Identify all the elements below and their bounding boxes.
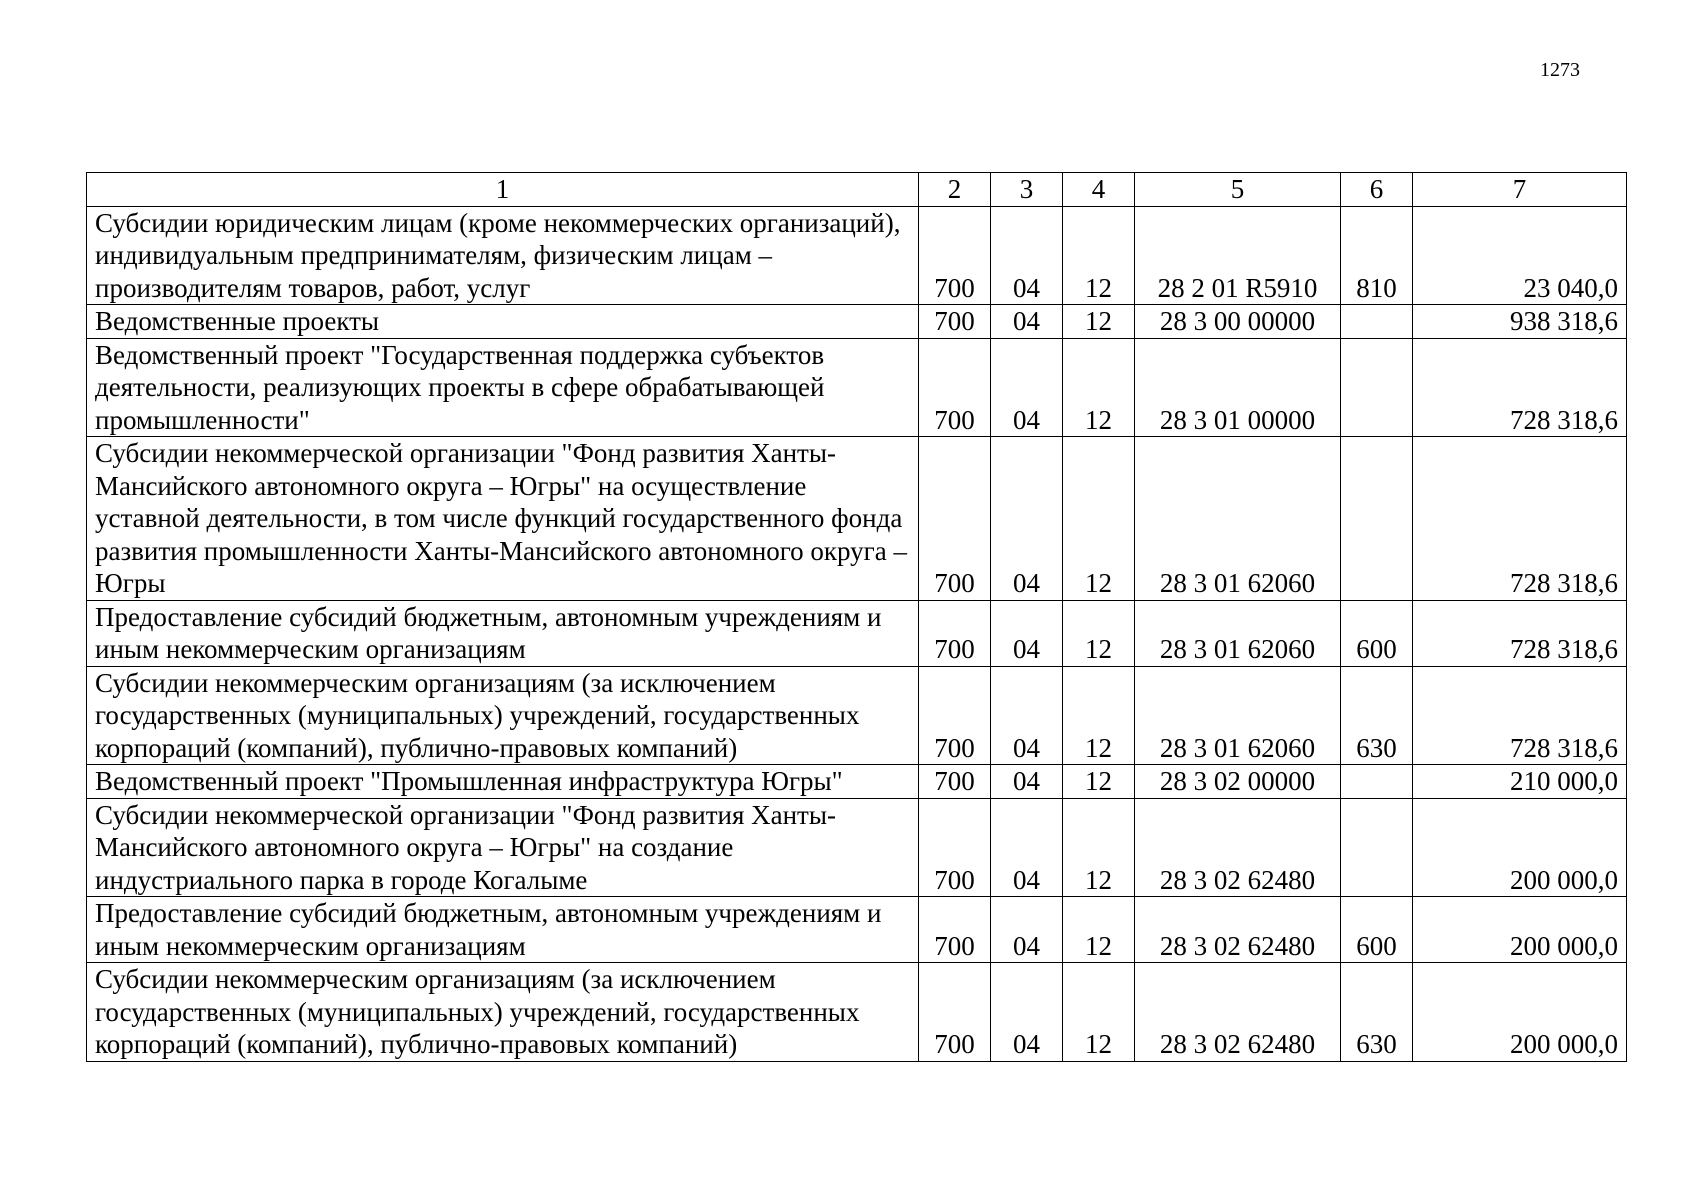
subsection-code: 12 (1063, 897, 1135, 963)
amount: 200 000,0 (1413, 897, 1627, 963)
amount: 728 318,6 (1413, 600, 1627, 666)
expense-type-code (1341, 765, 1413, 799)
column-header: 6 (1341, 173, 1413, 207)
amount: 200 000,0 (1413, 963, 1627, 1062)
subsection-code: 12 (1063, 206, 1135, 305)
table-row (87, 437, 1627, 601)
section-code: 04 (991, 666, 1063, 765)
amount: 728 318,6 (1413, 437, 1627, 601)
ministry-code: 700 (919, 765, 991, 799)
row-name: Субсидии некоммерческой организации "Фонд развития Ханты-Мансийского автономного округа – Югры" на осуществление уставной деятельности, в том числе функций государственного фонда развития промышленности Ханты-Мансийского автономного округа – Югры (87, 437, 919, 601)
row-name: Субсидии некоммерческой организации "Фонд развития Ханты-Мансийского автономного округа – Югры" на создание индустриального парка в городе Когалыме (87, 798, 919, 897)
row-name: Предоставление субсидий бюджетным, автономным учреждениям и иным некоммерческим организациям (87, 600, 919, 666)
column-header: 5 (1135, 173, 1341, 207)
target-article-code: 28 3 01 62060 (1135, 437, 1341, 601)
section-code: 04 (991, 765, 1063, 799)
section-code: 04 (991, 963, 1063, 1062)
section-code: 04 (991, 798, 1063, 897)
target-article-code: 28 3 01 00000 (1135, 338, 1341, 437)
ministry-code: 700 (919, 206, 991, 305)
table-row (87, 666, 1627, 765)
ministry-code: 700 (919, 305, 991, 339)
amount: 210 000,0 (1413, 765, 1627, 799)
table-row (87, 600, 1627, 666)
expense-type-code: 600 (1341, 897, 1413, 963)
table-row (87, 897, 1627, 963)
table-row (87, 963, 1627, 1062)
table-row (87, 338, 1627, 437)
amount: 728 318,6 (1413, 666, 1627, 765)
header-row (87, 173, 1627, 207)
expense-type-code (1341, 305, 1413, 339)
column-header: 4 (1063, 173, 1135, 207)
subsection-code: 12 (1063, 437, 1135, 601)
row-name: Субсидии некоммерческим организациям (за исключением государственных (муниципальных) учреждений, государственных корпораций (компаний), публично-правовых компаний) (87, 666, 919, 765)
expense-type-code: 600 (1341, 600, 1413, 666)
table-row (87, 798, 1627, 897)
expense-type-code (1341, 437, 1413, 601)
ministry-code: 700 (919, 437, 991, 601)
amount: 200 000,0 (1413, 798, 1627, 897)
target-article-code: 28 3 01 62060 (1135, 666, 1341, 765)
row-name: Ведомственный проект "Государственная поддержка субъектов деятельности, реализующих проекты в сфере обрабатывающей промышленности" (87, 338, 919, 437)
expense-type-code: 810 (1341, 206, 1413, 305)
subsection-code: 12 (1063, 963, 1135, 1062)
row-name: Ведомственные проекты (87, 305, 919, 339)
expense-type-code (1341, 338, 1413, 437)
ministry-code: 700 (919, 666, 991, 765)
column-header: 3 (991, 173, 1063, 207)
row-name: Субсидии юридическим лицам (кроме некоммерческих организаций), индивидуальным предпринимателям, физическим лицам – производителям товаров, работ, услуг (87, 206, 919, 305)
section-code: 04 (991, 206, 1063, 305)
ministry-code: 700 (919, 897, 991, 963)
table-row (87, 765, 1627, 799)
expense-type-code: 630 (1341, 963, 1413, 1062)
subsection-code: 12 (1063, 798, 1135, 897)
expense-type-code (1341, 798, 1413, 897)
column-header: 2 (919, 173, 991, 207)
subsection-code: 12 (1063, 305, 1135, 339)
section-code: 04 (991, 897, 1063, 963)
table-row (87, 206, 1627, 305)
page-number: 1273 (1540, 59, 1580, 81)
table-row (87, 305, 1627, 339)
ministry-code: 700 (919, 963, 991, 1062)
target-article-code: 28 3 02 00000 (1135, 765, 1341, 799)
amount: 728 318,6 (1413, 338, 1627, 437)
subsection-code: 12 (1063, 600, 1135, 666)
ministry-code: 700 (919, 338, 991, 437)
section-code: 04 (991, 600, 1063, 666)
ministry-code: 700 (919, 600, 991, 666)
amount: 938 318,6 (1413, 305, 1627, 339)
subsection-code: 12 (1063, 338, 1135, 437)
section-code: 04 (991, 338, 1063, 437)
row-name: Предоставление субсидий бюджетным, автономным учреждениям и иным некоммерческим организациям (87, 897, 919, 963)
ministry-code: 700 (919, 798, 991, 897)
target-article-code: 28 3 02 62480 (1135, 963, 1341, 1062)
column-header: 1 (87, 173, 919, 207)
target-article-code: 28 2 01 R5910 (1135, 206, 1341, 305)
subsection-code: 12 (1063, 765, 1135, 799)
target-article-code: 28 3 02 62480 (1135, 897, 1341, 963)
target-article-code: 28 3 01 62060 (1135, 600, 1341, 666)
subsection-code: 12 (1063, 666, 1135, 765)
amount: 23 040,0 (1413, 206, 1627, 305)
target-article-code: 28 3 02 62480 (1135, 798, 1341, 897)
budget-table (86, 172, 1627, 1062)
column-header: 7 (1413, 173, 1627, 207)
row-name: Субсидии некоммерческим организациям (за исключением государственных (муниципальных) учреждений, государственных корпораций (компаний), публично-правовых компаний) (87, 963, 919, 1062)
expense-type-code: 630 (1341, 666, 1413, 765)
target-article-code: 28 3 00 00000 (1135, 305, 1341, 339)
row-name: Ведомственный проект "Промышленная инфраструктура Югры" (87, 765, 919, 799)
section-code: 04 (991, 305, 1063, 339)
section-code: 04 (991, 437, 1063, 601)
